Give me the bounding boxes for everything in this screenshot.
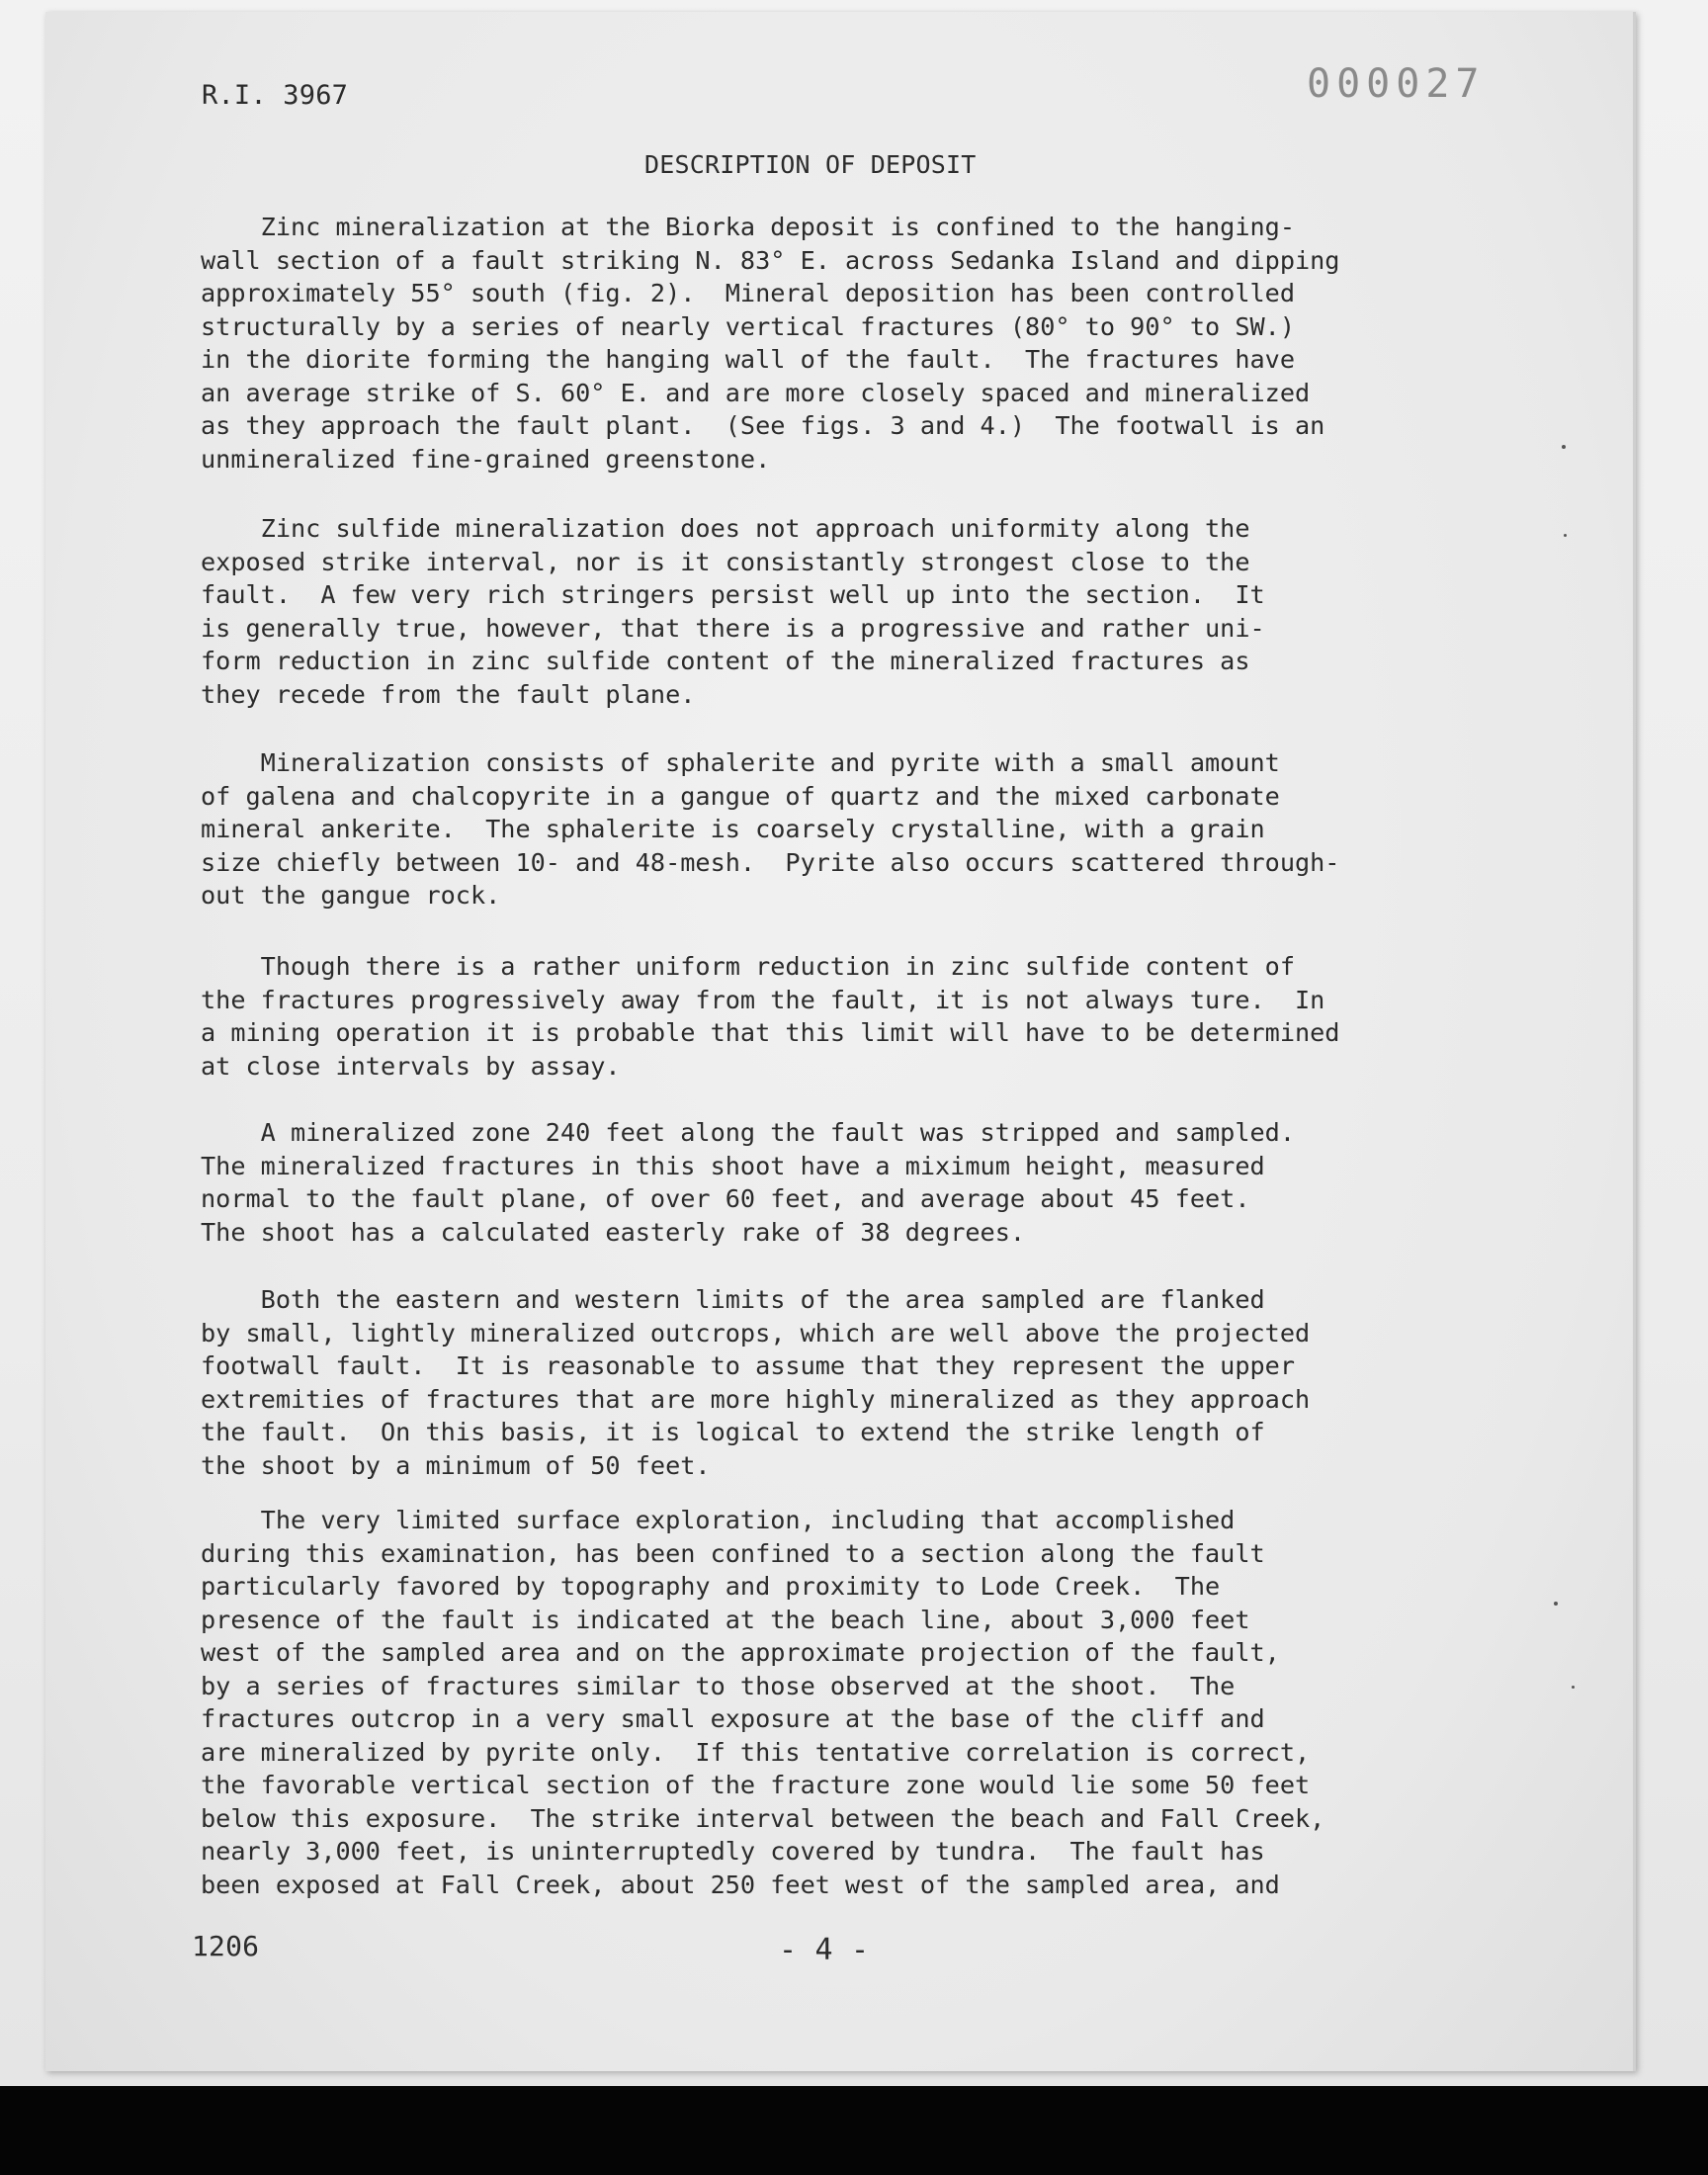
- report-id: R.I. 3967: [202, 80, 349, 111]
- text-line: Zinc sulfide mineralization does not approach uniformity along the: [201, 514, 1250, 543]
- text-line: Zinc mineralization at the Biorka deposit is confined to the hanging-: [201, 213, 1295, 241]
- paragraph-3: [201, 746, 1476, 913]
- paragraph-7: [201, 1504, 1476, 1901]
- text-line: the shoot by a minimum of 50 feet.: [201, 1450, 711, 1480]
- text-line: particularly favored by topography and proximity to Lode Creek. The: [201, 1572, 1221, 1601]
- text-line: is generally true, however, that there is a progressive and rather uni-: [201, 613, 1265, 643]
- text-line: out the gangue rock.: [201, 881, 501, 910]
- text-line: presence of the fault is indicated at the beach line, about 3,000 feet: [201, 1605, 1250, 1634]
- text-line: been exposed at Fall Creek, about 250 feet west of the sampled area, and: [201, 1870, 1280, 1899]
- paragraph-1: [201, 211, 1476, 476]
- page-number: - 4 -: [779, 1933, 870, 1967]
- text-line: by small, lightly mineralized outcrops, which are well above the projected: [201, 1318, 1311, 1348]
- text-line: normal to the fault plane, of over 60 feet, and average about 45 feet.: [201, 1184, 1250, 1213]
- text-line: as they approach the fault plant. (See figs. 3 and 4.) The footwall is an: [201, 411, 1325, 440]
- paragraph-4: [201, 950, 1476, 1083]
- text-line: structurally by a series of nearly vertical fractures (80° to 90° to SW.): [201, 311, 1295, 341]
- stamp-number: 000027: [1307, 61, 1486, 107]
- text-line: are mineralized by pyrite only. If this tentative correlation is correct,: [201, 1737, 1311, 1767]
- text-line: Though there is a rather uniform reduction in zinc sulfide content of: [201, 952, 1295, 981]
- text-line: an average strike of S. 60° E. and are more closely spaced and mineralized: [201, 378, 1311, 407]
- text-line: by a series of fractures similar to those observed at the shoot. The: [201, 1671, 1236, 1700]
- footer-code: 1206: [192, 1930, 260, 1962]
- text-line: footwall fault. It is reasonable to assume that they represent the upper: [201, 1351, 1295, 1380]
- text-line: in the diorite forming the hanging wall of the fault. The fractures have: [201, 345, 1295, 374]
- text-line: wall section of a fault striking N. 83° E. across Sedanka Island and dipping: [201, 245, 1340, 275]
- text-line: fractures outcrop in a very small exposure at the base of the cliff and: [201, 1704, 1265, 1733]
- text-line: of galena and chalcopyrite in a gangue of quartz and the mixed carbonate: [201, 781, 1280, 811]
- text-line: below this exposure. The strike interval between the beach and Fall Creek,: [201, 1803, 1325, 1833]
- text-line: a mining operation it is probable that this limit will have to be determined: [201, 1018, 1340, 1047]
- text-line: The mineralized fractures in this shoot have a miximum height, measured: [201, 1151, 1265, 1180]
- text-line: the fractures progressively away from the fault, it is not always ture. In: [201, 985, 1325, 1014]
- text-line: size chiefly between 10- and 48-mesh. Pyrite also occurs scattered through-: [201, 847, 1340, 877]
- text-line: The very limited surface exploration, including that accomplished: [201, 1506, 1236, 1534]
- text-line: Both the eastern and western limits of the area sampled are flanked: [201, 1285, 1265, 1314]
- text-line: exposed strike interval, nor is it consistantly strongest close to the: [201, 547, 1250, 576]
- text-line: extremities of fractures that are more highly mineralized as they approach: [201, 1384, 1311, 1414]
- scan-border-bottom: [0, 2086, 1708, 2175]
- dust-speck: [1562, 445, 1566, 449]
- dust-speck: [1572, 1686, 1575, 1689]
- text-line: unmineralized fine-grained greenstone.: [201, 444, 771, 474]
- dust-speck: [1554, 1602, 1558, 1606]
- text-line: they recede from the fault plane.: [201, 679, 696, 709]
- text-line: the fault. On this basis, it is logical to extend the strike length of: [201, 1418, 1265, 1446]
- text-line: at close intervals by assay.: [201, 1051, 621, 1081]
- paragraph-6: [201, 1283, 1476, 1482]
- text-line: west of the sampled area and on the approximate projection of the fault,: [201, 1638, 1280, 1667]
- text-line: Mineralization consists of sphalerite and pyrite with a small amount: [201, 748, 1280, 777]
- text-line: fault. A few very rich stringers persist well up into the section. It: [201, 580, 1265, 609]
- page-title: DESCRIPTION OF DEPOSIT: [644, 150, 977, 179]
- text-line: nearly 3,000 feet, is uninterruptedly covered by tundra. The fault has: [201, 1837, 1265, 1866]
- paragraph-5: [201, 1116, 1476, 1249]
- text-line: mineral ankerite. The sphalerite is coarsely crystalline, with a grain: [201, 815, 1265, 843]
- text-line: approximately 55° south (fig. 2). Mineral deposition has been controlled: [201, 279, 1295, 307]
- text-line: form reduction in zinc sulfide content of the mineralized fractures as: [201, 647, 1250, 675]
- text-line: during this examination, has been confined to a section along the fault: [201, 1538, 1265, 1568]
- paragraph-2: [201, 512, 1476, 711]
- text-line: The shoot has a calculated easterly rake of 38 degrees.: [201, 1217, 1026, 1247]
- text-line: A mineralized zone 240 feet along the fault was stripped and sampled.: [201, 1118, 1295, 1147]
- dust-speck: [1564, 534, 1567, 537]
- text-line: the favorable vertical section of the fracture zone would lie some 50 feet: [201, 1771, 1311, 1799]
